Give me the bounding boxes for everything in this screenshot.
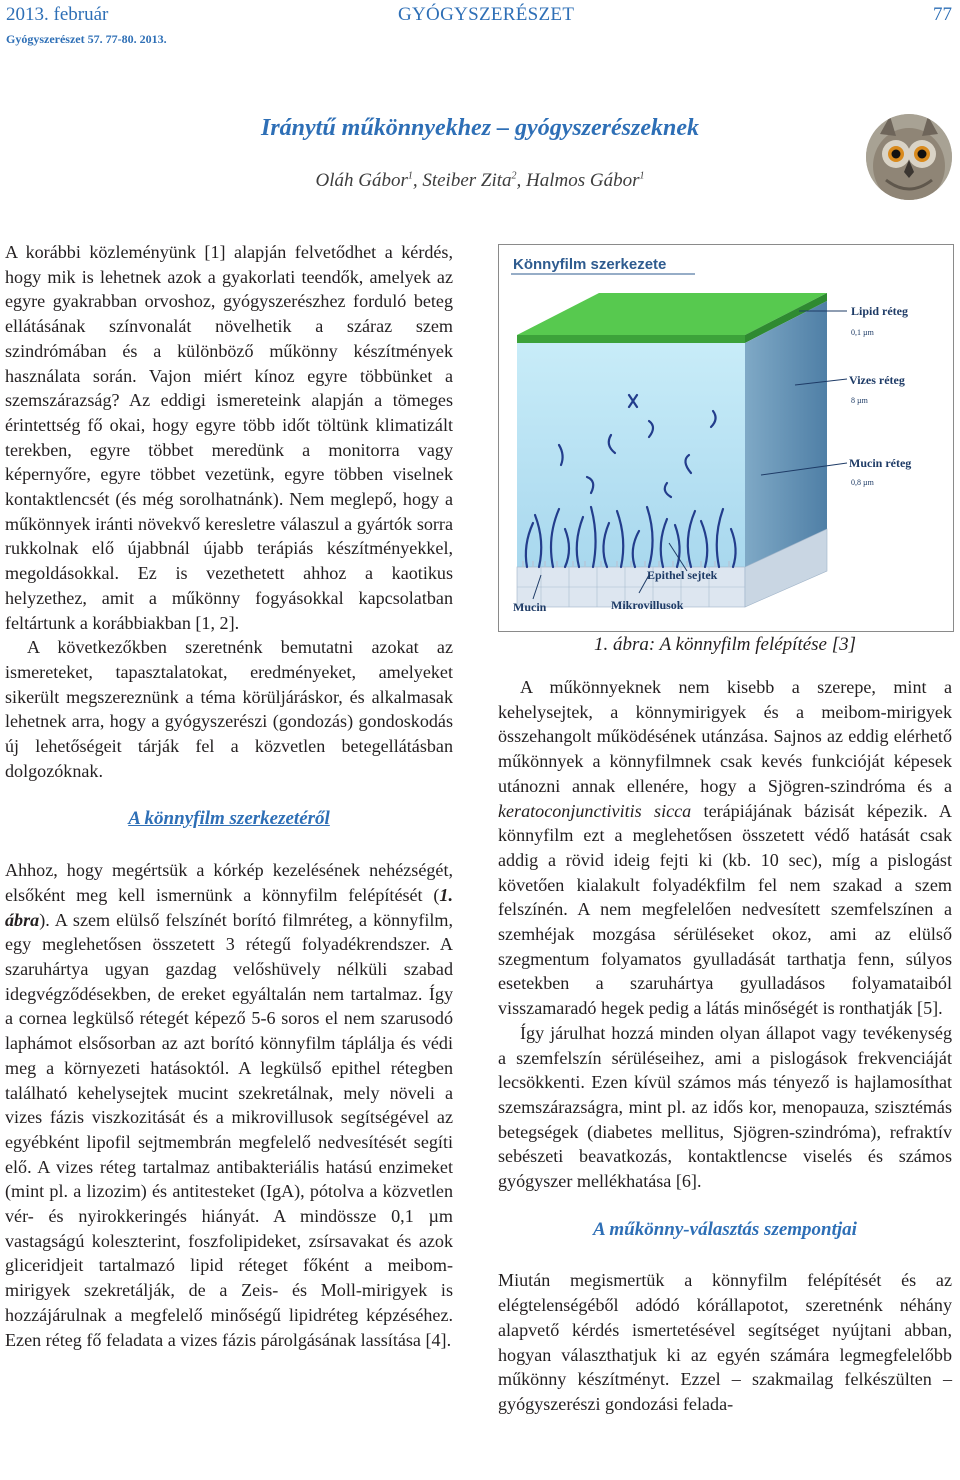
- aqueous-layer-thickness: 8 µm: [851, 396, 868, 405]
- author-3: Halmos Gábor: [526, 170, 640, 191]
- author-line: Oláh Gábor$^1$, Steiber Zita$^2$, Halmos Gábor$^1$: [315, 170, 645, 191]
- microvilli-label: Mikrovillusok: [611, 598, 684, 612]
- author-1: Oláh Gábor: [315, 170, 408, 191]
- tear-film-diagram: [499, 245, 953, 631]
- intro-paragraph-2: A következőkben szeretnénk bemutatni azokat az ismereteket, tapasztalatokat, eredményeket, amelyeket sikerült megszereznünk a téma körüljáráskor, és alkalmasak lehetnek arra, hogy a gyógyszerészi (gondozás) gondoskodás új lehetőségeit tárják fel a közvetlen betegellátásban dolgozóknak.: [5, 637, 453, 781]
- artificial-tears-paragraph: A műkönnyeknek nem kisebb a szerepe, mint a kehelysejtek, a könnymirigyek és a meibom-mirigyek összehangolt működésének utánzása. Sajnos az eddig elérhető műkönnyek a könnyfilmnek csak kevés funkcióját képesek utánozni annak ellenére, hogy a Sjögren-szindróma és a keratoconjunctivitis sicca terápiájának bázisát képezik. A könnyfilm ezt a meglehetősen összetett védő hatását csak addig a rövid ideig fejti ki (kb. 10 sec), míg a pislogást követően kialakult folyadékfilm fel nem szakad a szem felszínén. A nem megfelelően nedvesített szemfelszínen a szemhéjak mozgása sérüléseket okoz, ami az elülső szegmentum folyamatos gyulladását tarthatja fenn, súlyos esetekben a szaruhártya gyulladásos folyamataiból visszamaradó hegek pedig a látás minőségét is ronthatják [5].: [498, 677, 952, 1019]
- section-heading-tear-film: A könnyfilm szerkezetéről: [128, 808, 330, 830]
- figure-title: Könnyfilm szerkezete: [513, 256, 667, 273]
- tear-film-paragraph: Ahhoz, hogy megértsük a kórkép kezelésének nehézségét, elsőként meg kell ismernünk a könnyfilm felépítését (1. ábra). A szem elülső felszínét borító filmréteg, a könnyfilm, egy meglehetősen összetett 3 rétegű folyadékrendszer. A szaruhártya ugyan gazdag velőshüvely nélküli szabad idegvégződésekben, de ereket egyáltalán nem tartalmaz. Így a cornea legkülső rétegét képező 5-6 soros el nem szarusodó laphámot elsősorban az azt borító könnyfilm táplálja és védi meg a környezeti hatásoktól. A legkülső epithel rétegben található kehelysejtek mucint szekretálnak, mely növeli a vizes fázis viszkozitását és a mikrovillusok segítségével az egyébként lipofil sejtmembrán megfelelő nedvesítését segíti elő. A vizes réteg tartalmaz antibakteriális hatású enzimeket (mint pl. a lizozim) és antitesteket (IgA), pótolva a közvetlen vér- és nyirokkeringés hiányát. A mindössze 0,1 µm vastagságú koleszterint, foszfolipideket, zsírsavakat és azok gliceridjeit tartalmazó lipid réteget főként a meibom-mirigyek szekretálják, de a Zeis- és Moll-mirigyek is hozzájárulnak a megfelelő minőségű lipidréteg képzéséhez. Ezen réteg fő feladata a vizes fázis párolgásának lassítása [4].: [5, 860, 453, 1350]
- risk-factors-paragraph: Így járulhat hozzá minden olyan állapot vagy tevékenység a szemfelszín sérüléseihez, ami a pislogások frekvenciáját lecsökkenti. Ezen kívül számos más tényező is hajlamosíthat szemszárazságra, mint pl. az idős kor, menopauza, szisztémás betegségek (diabetes mellitus, Sjögren-szindróma), refraktív sebészeti beavatkozás, kontaktlencse viselés és számos gyógyszer mellékhatása [6].: [498, 1022, 952, 1192]
- keratoconjunctivitis-term: keratoconjunctivitis sicca: [498, 800, 692, 821]
- lipid-layer-thickness: 0,1 µm: [851, 328, 874, 337]
- page-number: 77: [933, 4, 952, 25]
- mucin-label: Mucin: [513, 600, 547, 614]
- intro-paragraph-1: A korábbi közleményünk [1] alapján felvetődhet a kérdés, hogy mik is lehetnek azok a gyakorlati teendők, amelyek az egyre gyakrabban orvoshoz, gyógyszerészhez forduló beteg ellátásának színvonalát növelhetik a száraz szem szindrómában és a különböző műkönny készítmények használata során. Vajon miért kínoz egyre többünket a szemszárazság? Az eddigi ismereteink alapján a tömeges érintettség fő okai, hogy egyre több időt töltünk klimatizált terekben, egyre többet meredünk a monitorra vagy képernyőre, egyre többet vezetünk, egyre többen viselnek kontaktlencsét (és még sorolhatnánk). Nem meglepő, hogy a műkönnyek iránti növekvő keresletre válaszul a gyártók sorra rukkolnak elő újabbnál újabb terápiás készítményekkel, megoldásokkal. Ez is vezethetett ahhoz a kaotikus helyzethez, amit a műkönny fogyásokkal kapcsolatban feltártunk a korábbiakban [1, 2].: [5, 242, 453, 633]
- author-1-affiliation: 1: [407, 170, 413, 182]
- aqueous-layer-label: Vizes réteg: [849, 373, 905, 387]
- lipid-layer-edge: [517, 335, 745, 343]
- citation-line: Gyógyszerészet 57. 77-80. 2013.: [6, 32, 167, 46]
- journal-name: GYÓGYSZERÉSZET: [398, 4, 575, 25]
- lipid-layer-label: Lipid réteg: [851, 304, 908, 318]
- author-3-affiliation: 1: [639, 170, 645, 182]
- tear-film-figure: [498, 244, 954, 632]
- epithel-cells-label: Epithel sejtek: [647, 568, 718, 582]
- figure-caption: 1. ábra: A könnyfilm felépítése [3]: [593, 634, 857, 655]
- issue-date: 2013. február: [6, 4, 109, 25]
- section-heading-selection: A műkönny-választás szempontjai: [593, 1218, 857, 1240]
- selection-paragraph: Miután megismertük a könnyfilm felépítését és az elégtelenségéből adódó kórállapotot, szeretnénk néhány alapvető kérdés ismertetésével segítséget nyújtani abban, hogyan választhatjuk ki az egyén számára legmegfelelőbb műkönny készítményt. Ezzel – szakmailag felkészülten – gyógyszerészi gondozási felada-: [498, 1270, 952, 1414]
- mucin-layer-label: Mucin réteg: [849, 456, 912, 470]
- owl-logo-image: [866, 114, 952, 200]
- running-header: [6, 2, 952, 28]
- right-column: [498, 675, 952, 1417]
- mucin-layer-thickness: 0,8 µm: [851, 478, 874, 487]
- figure-reference: 1. ábra: [5, 884, 453, 930]
- author-2-affiliation: 2: [511, 170, 517, 182]
- article-title: Iránytű műkönnyekhez – gyógyszerészeknek: [260, 115, 699, 141]
- aqueous-layer-side: [745, 301, 827, 567]
- author-2: Steiber Zita: [422, 170, 512, 191]
- left-column: [5, 240, 453, 1352]
